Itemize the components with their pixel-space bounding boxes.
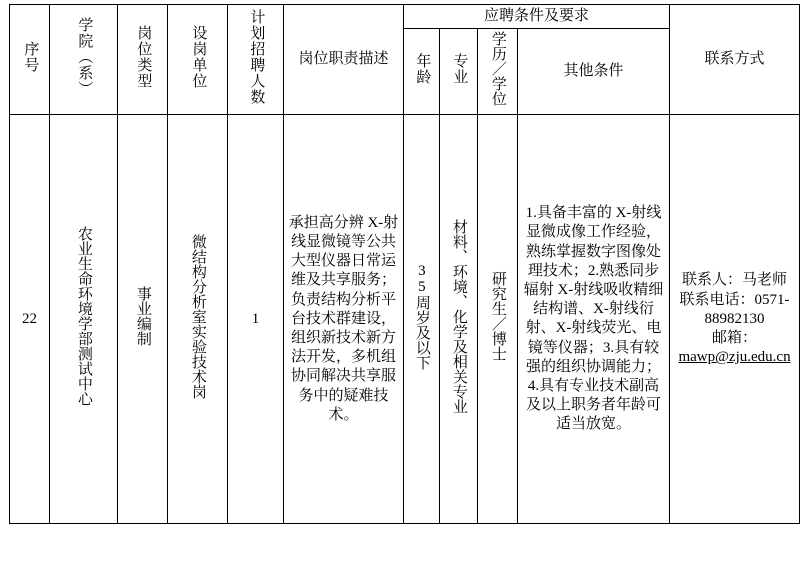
cell-plan-count: 1	[228, 115, 284, 524]
header-duty-label: 岗位职责描述	[298, 51, 389, 68]
header-major-label: 专业	[451, 52, 468, 85]
header-plan-count	[228, 5, 284, 115]
contact-email-label: 邮箱：	[712, 329, 758, 346]
header-unit-label: 设岗单位	[190, 24, 207, 89]
header-contact-label: 联系方式	[704, 51, 765, 68]
header-other	[518, 29, 670, 115]
cell-age	[404, 115, 440, 524]
contact-phone: 联系电话：0571-88982130	[679, 291, 790, 327]
cell-contact	[670, 115, 800, 524]
cell-degree-text: 研究生／博士	[489, 271, 506, 362]
cell-job-type	[118, 115, 168, 524]
cell-age-text: 35周岁及以下	[413, 262, 430, 370]
header-plan-count-label: 计划招聘人数	[248, 8, 265, 105]
header-college	[50, 5, 118, 115]
cell-major-text: 材料、环境、化学及相关专业	[450, 218, 467, 414]
header-seq	[10, 5, 50, 115]
cell-seq: 22	[10, 115, 50, 524]
header-major	[440, 29, 478, 115]
cell-unit	[168, 115, 228, 524]
table-row	[10, 115, 800, 524]
cell-duty: 承担高分辨 X-射线显微镜等公共大型仪器日常运维及共享服务；负责结构分析平台技术群建设，组织新技术新方法开发，多机组协同解决共享服务中的疑难技术。	[284, 115, 404, 524]
header-requirements-group	[404, 5, 670, 29]
header-contact	[670, 5, 800, 115]
header-age	[404, 29, 440, 115]
header-requirements-group-label: 应聘条件及要求	[484, 8, 590, 24]
header-degree-label: 学历／学位	[489, 31, 506, 107]
header-college-label: 学院（系）	[76, 16, 93, 97]
header-job-type	[118, 5, 168, 115]
contact-person: 联系人：马老师	[682, 272, 788, 289]
header-degree	[478, 29, 518, 115]
header-duty	[284, 5, 404, 115]
header-unit	[168, 5, 228, 115]
header-age-label: 年龄	[414, 52, 431, 85]
table-header-row-top	[10, 5, 800, 29]
cell-unit-text: 微结构分析室实验技术岗	[189, 233, 206, 399]
cell-job-type-text: 事业编制	[134, 286, 151, 347]
cell-degree	[478, 115, 518, 524]
contact-email[interactable]: mawp@zju.edu.cn	[678, 349, 791, 366]
cell-major	[440, 115, 478, 524]
recruitment-table	[9, 4, 800, 524]
header-seq-label: 序号	[22, 40, 39, 73]
header-job-type-label: 岗位类型	[135, 24, 152, 89]
cell-college	[50, 115, 118, 524]
cell-other-requirements: 1.具备丰富的 X-射线显微成像工作经验，熟练掌握数字图像处理技术；2.熟悉同步辐射 X-射线吸收精细结构谱、X-射线衍射、X-射线荧光、电镜等仪器；3.具有较强的组织协调能力；4.具有专业技术副高及以上职务者年龄可适当放宽。	[518, 115, 670, 524]
header-other-label: 其他条件	[563, 63, 624, 80]
recruitment-table-page	[0, 4, 808, 586]
cell-college-text: 农业生命环境学部测试中心	[75, 226, 92, 407]
